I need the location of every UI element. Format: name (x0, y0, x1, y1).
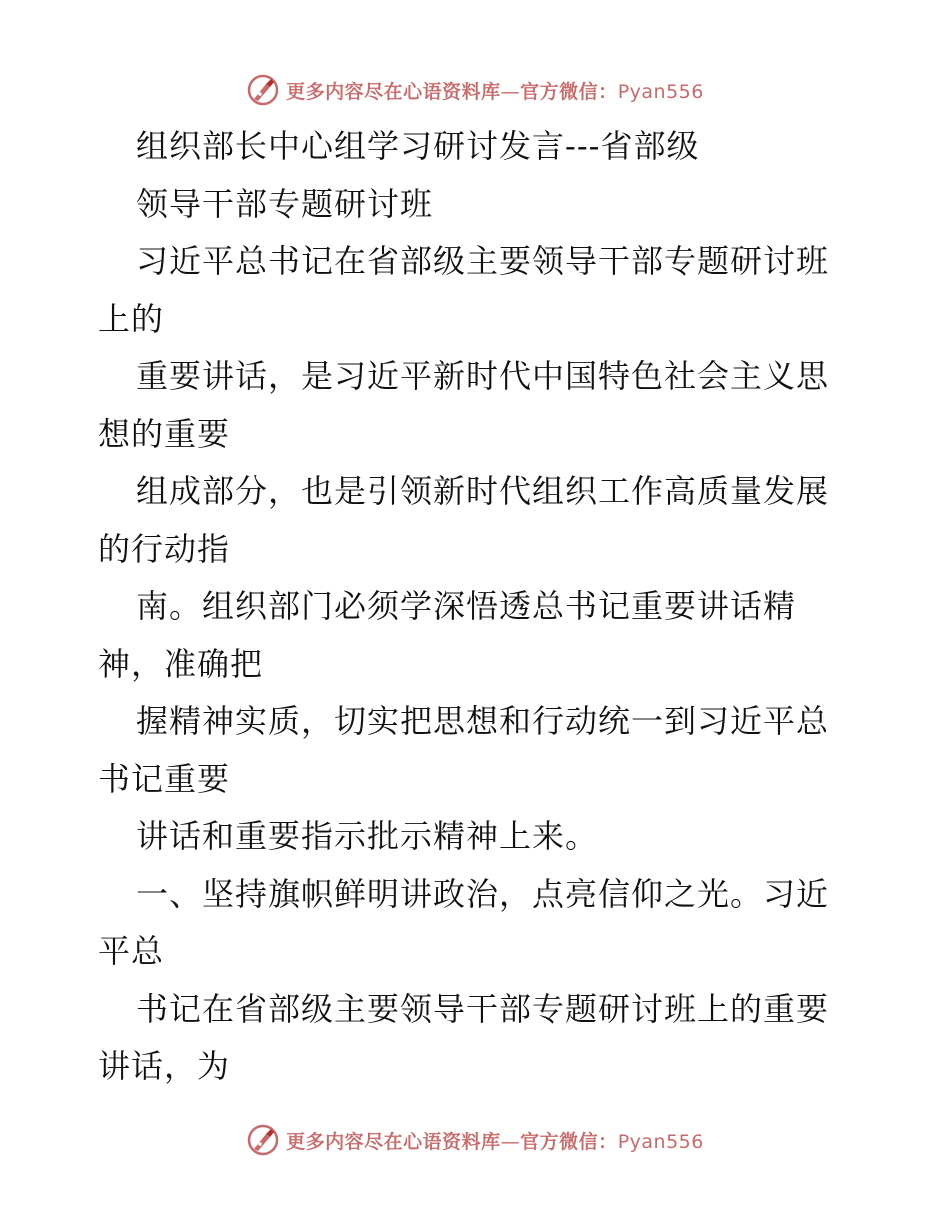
text-line: 重要讲话，是习近平新时代中国特色社会主义思 (136, 357, 830, 395)
text-line: 讲话，为 (98, 1047, 231, 1085)
watermark-separator: — (500, 80, 521, 103)
watermark-main: 更多内容尽在心语资料库 (286, 1130, 501, 1153)
watermark-text (286, 1127, 704, 1154)
text-line: 组成部分，也是引领新时代组织工作高质量发展 (136, 472, 830, 510)
watermark-wechat-label: 官方微信： (520, 80, 618, 103)
pen-nib-logo-icon (246, 1123, 280, 1157)
text-line: 一、坚持旗帜鲜明讲政治，点亮信仰之光。习近 (136, 874, 830, 913)
text-line: 组织部长中心组学习研讨发言---省部级 (136, 127, 700, 165)
text-line: 想的重要 (98, 414, 231, 453)
watermark-wechat-id: Pyan556 (617, 80, 704, 103)
text-line: 书记在省部级主要领导干部专题研讨班上的重要 (136, 989, 830, 1028)
text-line: 神，准确把 (98, 644, 264, 683)
pen-nib-logo-icon (246, 73, 280, 107)
text-line: 南。组织部门必须学深悟透总书记重要讲话精 (136, 587, 797, 625)
text-line: 习近平总书记在省部级主要领导干部专题研讨班 (136, 242, 830, 280)
watermark-wechat-id: Pyan556 (617, 1130, 704, 1153)
text-line: 领导干部专题研讨班 (136, 184, 434, 223)
watermark-main: 更多内容尽在心语资料库 (286, 80, 501, 103)
watermark-wechat-label: 官方微信： (520, 1130, 618, 1153)
text-line: 的行动指 (98, 529, 231, 568)
text-line: 上的 (98, 299, 165, 338)
text-line: 书记重要 (98, 759, 231, 798)
text-line: 握精神实质，切实把思想和行动统一到习近平总 (136, 702, 830, 740)
footer-watermark (0, 1120, 950, 1160)
watermark-text (286, 77, 704, 104)
text-line: 讲话和重要指示批示精神上来。 (136, 817, 599, 855)
text-line: 平总 (98, 932, 165, 970)
header-watermark (0, 70, 950, 110)
watermark-separator: — (500, 1130, 521, 1153)
document-body (98, 118, 858, 1096)
